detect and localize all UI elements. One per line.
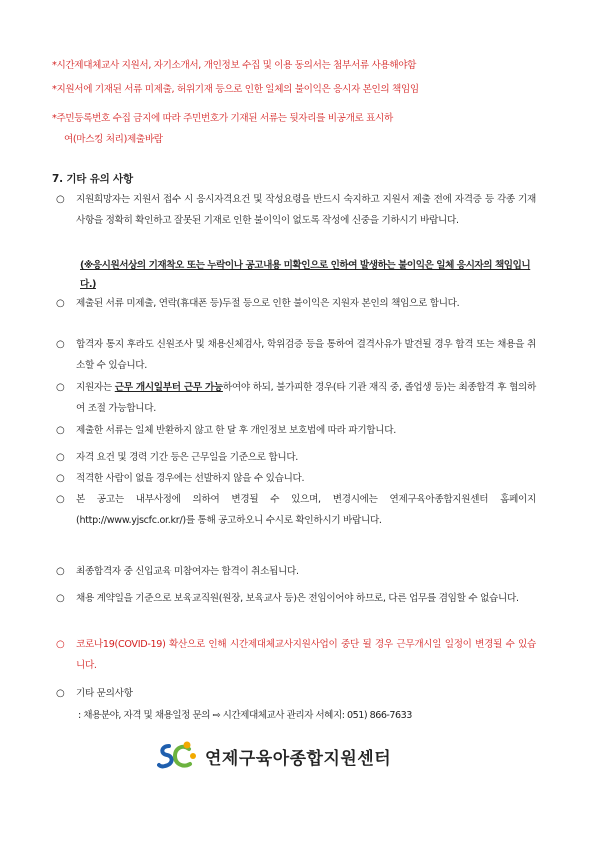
list-item: ○ 제출한 서류는 일체 반환하지 않고 한 달 후 개인정보 보호법에 따라 파기합니다. bbox=[56, 420, 536, 441]
list-item: ○ 지원자는 근무 개시일부터 근무 가능하여야 하되, 불가피한 경우(타 기관 재직 중, 졸업생 등)는 최종합격 후 협의하여 조절 가능합니다. bbox=[56, 377, 536, 419]
list-item: ○ 적격한 사람이 없을 경우에는 선발하지 않을 수 있습니다. bbox=[56, 468, 536, 489]
list-item: ○ 지원희망자는 지원서 접수 시 응시자격요건 및 작성요령을 반드시 숙지하고 지원서 제출 전에 자격증 등 각종 기재사항을 정확히 확인하고 잘못된 기재로 인한 불이익이 없도록 작성에 신중을 기하시기 바랍니다. bbox=[56, 189, 536, 231]
section-title: 7. 기타 유의 사항 bbox=[52, 173, 133, 185]
circle-bullet-icon: ○ bbox=[56, 298, 65, 309]
contact-line: : 채용분야, 자격 및 채용일정 문의 ⇨ 시간제대체교사 관리자 서혜지: 051) 866-7633 bbox=[78, 710, 412, 721]
circle-bullet-icon: ○ bbox=[56, 452, 65, 463]
circle-bullet-icon: ○ bbox=[56, 339, 65, 350]
list-item: ○ 합격자 통지 후라도 신원조사 및 채용신체검사, 학위검증 등을 통하여 결격사유가 발견될 경우 합격 또는 채용을 취소할 수 있습니다. bbox=[56, 334, 536, 376]
circle-bullet-icon: ○ bbox=[56, 639, 65, 650]
list-item: ○ 채용 계약일을 기준으로 보육교직원(원장, 보육교사 등)은 전임이어야 하므로, 다른 업무를 겸임할 수 없습니다. bbox=[56, 588, 536, 609]
circle-bullet-icon: ○ bbox=[56, 688, 65, 699]
circle-bullet-icon: ○ bbox=[56, 566, 65, 577]
list-item-inquiry: ○ 기타 문의사항 bbox=[56, 683, 536, 704]
circle-bullet-icon: ○ bbox=[56, 593, 65, 604]
center-logo-icon bbox=[157, 740, 197, 772]
circle-bullet-icon: ○ bbox=[56, 382, 65, 393]
note-false-entry: *지원서에 기재된 서류 미제출, 허위기재 등으로 인한 일체의 불이익은 응시자 본인의 책임임 bbox=[52, 84, 419, 95]
list-item-covid-notice: ○ 코로나19(COVID-19) 확산으로 인해 시간제대체교사지원사업이 중단 될 경우 근무개시일 일정이 변경될 수 있습니다. bbox=[56, 634, 536, 676]
center-logo bbox=[157, 739, 391, 773]
circle-bullet-icon: ○ bbox=[56, 425, 65, 436]
note-resident-number: *주민등록번호 수집 금지에 따라 주민번호가 기재된 서류는 뒷자리를 비공개로 표시하 여(마스킹 처리)제출바람 bbox=[52, 113, 393, 145]
list-item: ○ 제출된 서류 미제출, 연락(휴대폰 등)두절 등으로 인한 불이익은 지원자 본인의 책임으로 합니다. bbox=[56, 293, 536, 314]
circle-bullet-icon: ○ bbox=[56, 494, 65, 505]
circle-bullet-icon: ○ bbox=[56, 194, 65, 205]
note-attachments: *시간제대체교사 지원서, 자기소개서, 개인정보 수집 및 이용 동의서는 첨부서류 사용해야함 bbox=[52, 60, 417, 71]
center-name: 연제구육아종합지원센터 bbox=[205, 748, 392, 769]
circle-bullet-icon: ○ bbox=[56, 473, 65, 484]
list-item: ○ 자격 요건 및 경력 기간 등은 근무일을 기준으로 합니다. bbox=[56, 447, 536, 468]
list-item: ○ 최종합격자 중 신입교육 미참여자는 합격이 취소됩니다. bbox=[56, 561, 536, 582]
warning-text: (※응시원서상의 기재착오 또는 누락이나 공고내용 미확인으로 인하여 발생하는 불이익은 일체 응시자의 책임입니다.) bbox=[80, 260, 531, 290]
emphasis-start-date: 근무 개시일부터 근무 가능 bbox=[114, 382, 223, 393]
list-item: ○ 본 공고는 내부사정에 의하여 변경될 수 있으며, 변경시에는 연제구육아종합지원센터 홈페이지(http://www.yjscfc.or.kr/)를 통해 공고하오니 수시로 확인하시기 바랍니다. bbox=[56, 489, 536, 531]
